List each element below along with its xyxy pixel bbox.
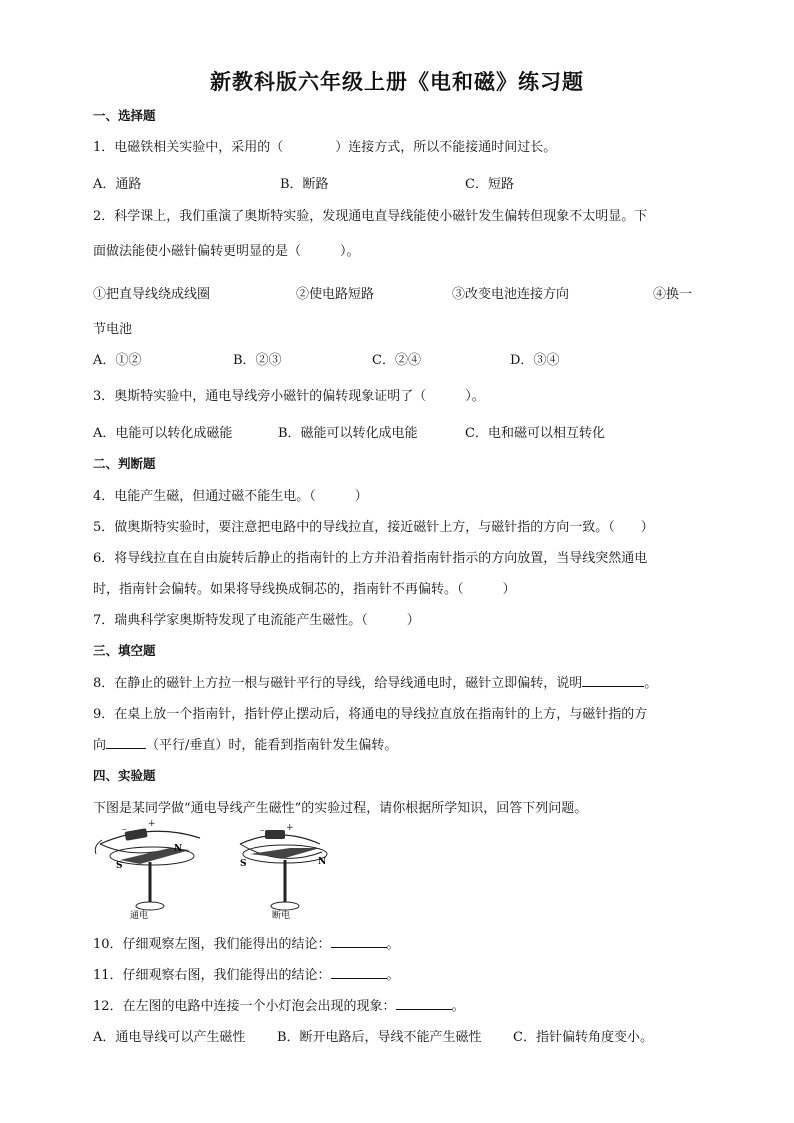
question-9-line-2	[93, 734, 397, 753]
question-text: 1．电磁铁相关实验中，采用的（	[93, 140, 284, 155]
question-3: 3．奥斯特实验中，通电导线旁小磁针的偏转现象证明了（ ）。	[93, 389, 485, 404]
label-n: N	[174, 844, 183, 854]
label-s: S	[116, 861, 123, 871]
option-a: A．通路	[93, 177, 142, 192]
answer-blank[interactable]	[106, 736, 146, 749]
svg-text:+: +	[286, 823, 294, 833]
question-7: 7．瑞典科学家奥斯特发现了电流能产生磁性。（ ）	[93, 613, 420, 628]
question-1	[93, 136, 556, 155]
answer-blank[interactable]	[582, 674, 644, 687]
compass-needle-icon	[250, 848, 320, 858]
option-b: B．磁能可以转化成电能	[278, 426, 418, 441]
option-a: A．通电导线可以产生磁性	[93, 1030, 246, 1045]
question-4: 4．电能产生磁，但通过磁不能生电。（ ）	[93, 489, 368, 504]
statement-item-4: ④换一	[653, 287, 693, 302]
right-apparatus	[240, 823, 327, 921]
question-text: 11．仔细观察右图，我们能得出的结论：	[93, 968, 331, 983]
question-text: （平行/垂直）时，能看到指南针发生偏转。	[146, 738, 398, 753]
label-s: S	[240, 859, 247, 869]
option-c: C．②④	[372, 353, 421, 368]
answer-blank[interactable]	[331, 966, 387, 979]
option-a: A．①②	[93, 353, 142, 368]
section-heading-fill: 三、填空题	[93, 643, 156, 658]
statement-item-1: ①把直导线绕成线圈	[93, 287, 211, 302]
question-2-line-1: 2．科学课上，我们重演了奥斯特实验，发现通电直导线能使小磁针发生偏转但现象不太明显。下	[93, 209, 648, 224]
question-9-line-1: 9．在桌上放一个指南针，指针停止摆动后，将通电的导线拉直放在指南针的上方，与磁针指的方	[93, 707, 648, 722]
question-12	[93, 995, 465, 1014]
option-b: B．断路	[280, 177, 329, 192]
question-text: 8．在静止的磁针上方拉一根与磁针平行的导线，给导线通电时，磁针立即偏转，说明	[93, 676, 583, 691]
option-c: C．短路	[465, 177, 514, 192]
section-heading-judge: 二、判断题	[93, 456, 156, 471]
section-heading-experiment: 四、实验题	[93, 768, 156, 783]
option-c: C．指针偏转角度变小。	[513, 1030, 653, 1045]
question-2-line-2: 面做法能使小磁针偏转更明显的是（ ）。	[93, 244, 360, 259]
question-text: 向	[93, 738, 107, 753]
question-5: 5．做奥斯特实验时，要注意把电路中的导线拉直，接近磁针上方，与磁针指的方向一致。（ ）	[93, 520, 654, 535]
experiment-figure	[90, 818, 360, 922]
question-text: 。	[386, 968, 400, 983]
svg-text:–: –	[260, 826, 265, 836]
question-6-line-2: 时，指南针会偏转。如果将导线换成铜芯的，指南针不再偏转。（ ）	[93, 582, 516, 597]
svg-text:–: –	[122, 825, 127, 835]
experiment-intro: 下图是某同学做“通电导线产生磁性”的实验过程，请你根据所学知识，回答下列问题。	[93, 801, 588, 816]
statement-item-continuation: 节电池	[93, 322, 133, 337]
question-11	[93, 964, 400, 983]
left-caption: 通电	[130, 911, 149, 921]
answer-blank[interactable]	[396, 997, 452, 1010]
battery-icon	[124, 828, 147, 841]
question-6-line-1: 6．将导线拉直在自由旋转后静止的指南针的上方并沿着指南针指示的方向放置，当导线突然通电	[93, 551, 648, 566]
question-text: 。	[386, 937, 400, 952]
question-8	[93, 672, 657, 691]
option-b: B．断开电路后，导线不能产生磁性	[277, 1030, 482, 1045]
statement-item-3: ③改变电池连接方向	[452, 287, 570, 302]
right-caption: 断电	[272, 911, 291, 921]
question-text: ）连接方式，所以不能接通时间过长。	[335, 140, 557, 155]
question-text: 。	[644, 676, 658, 691]
svg-text:+: +	[148, 819, 156, 829]
question-text: 。	[451, 999, 465, 1014]
left-apparatus	[95, 819, 200, 921]
option-c: C．电和磁可以相互转化	[465, 426, 605, 441]
question-text: 12．在左图的电路中连接一个小灯泡会出现的现象：	[93, 999, 396, 1014]
option-d: D．③④	[510, 353, 560, 368]
answer-blank[interactable]	[331, 935, 387, 948]
statement-item-2: ②使电路短路	[296, 287, 375, 302]
question-text: 10．仔细观察左图，我们能得出的结论：	[93, 937, 331, 952]
battery-icon	[265, 830, 285, 839]
label-n: N	[318, 857, 327, 867]
page-title: 新教科版六年级上册《电和磁》练习题	[210, 70, 584, 94]
section-heading-choice: 一、选择题	[93, 108, 156, 123]
option-a: A．电能可以转化成磁能	[93, 426, 233, 441]
option-b: B．②③	[233, 353, 282, 368]
question-10	[93, 933, 400, 952]
